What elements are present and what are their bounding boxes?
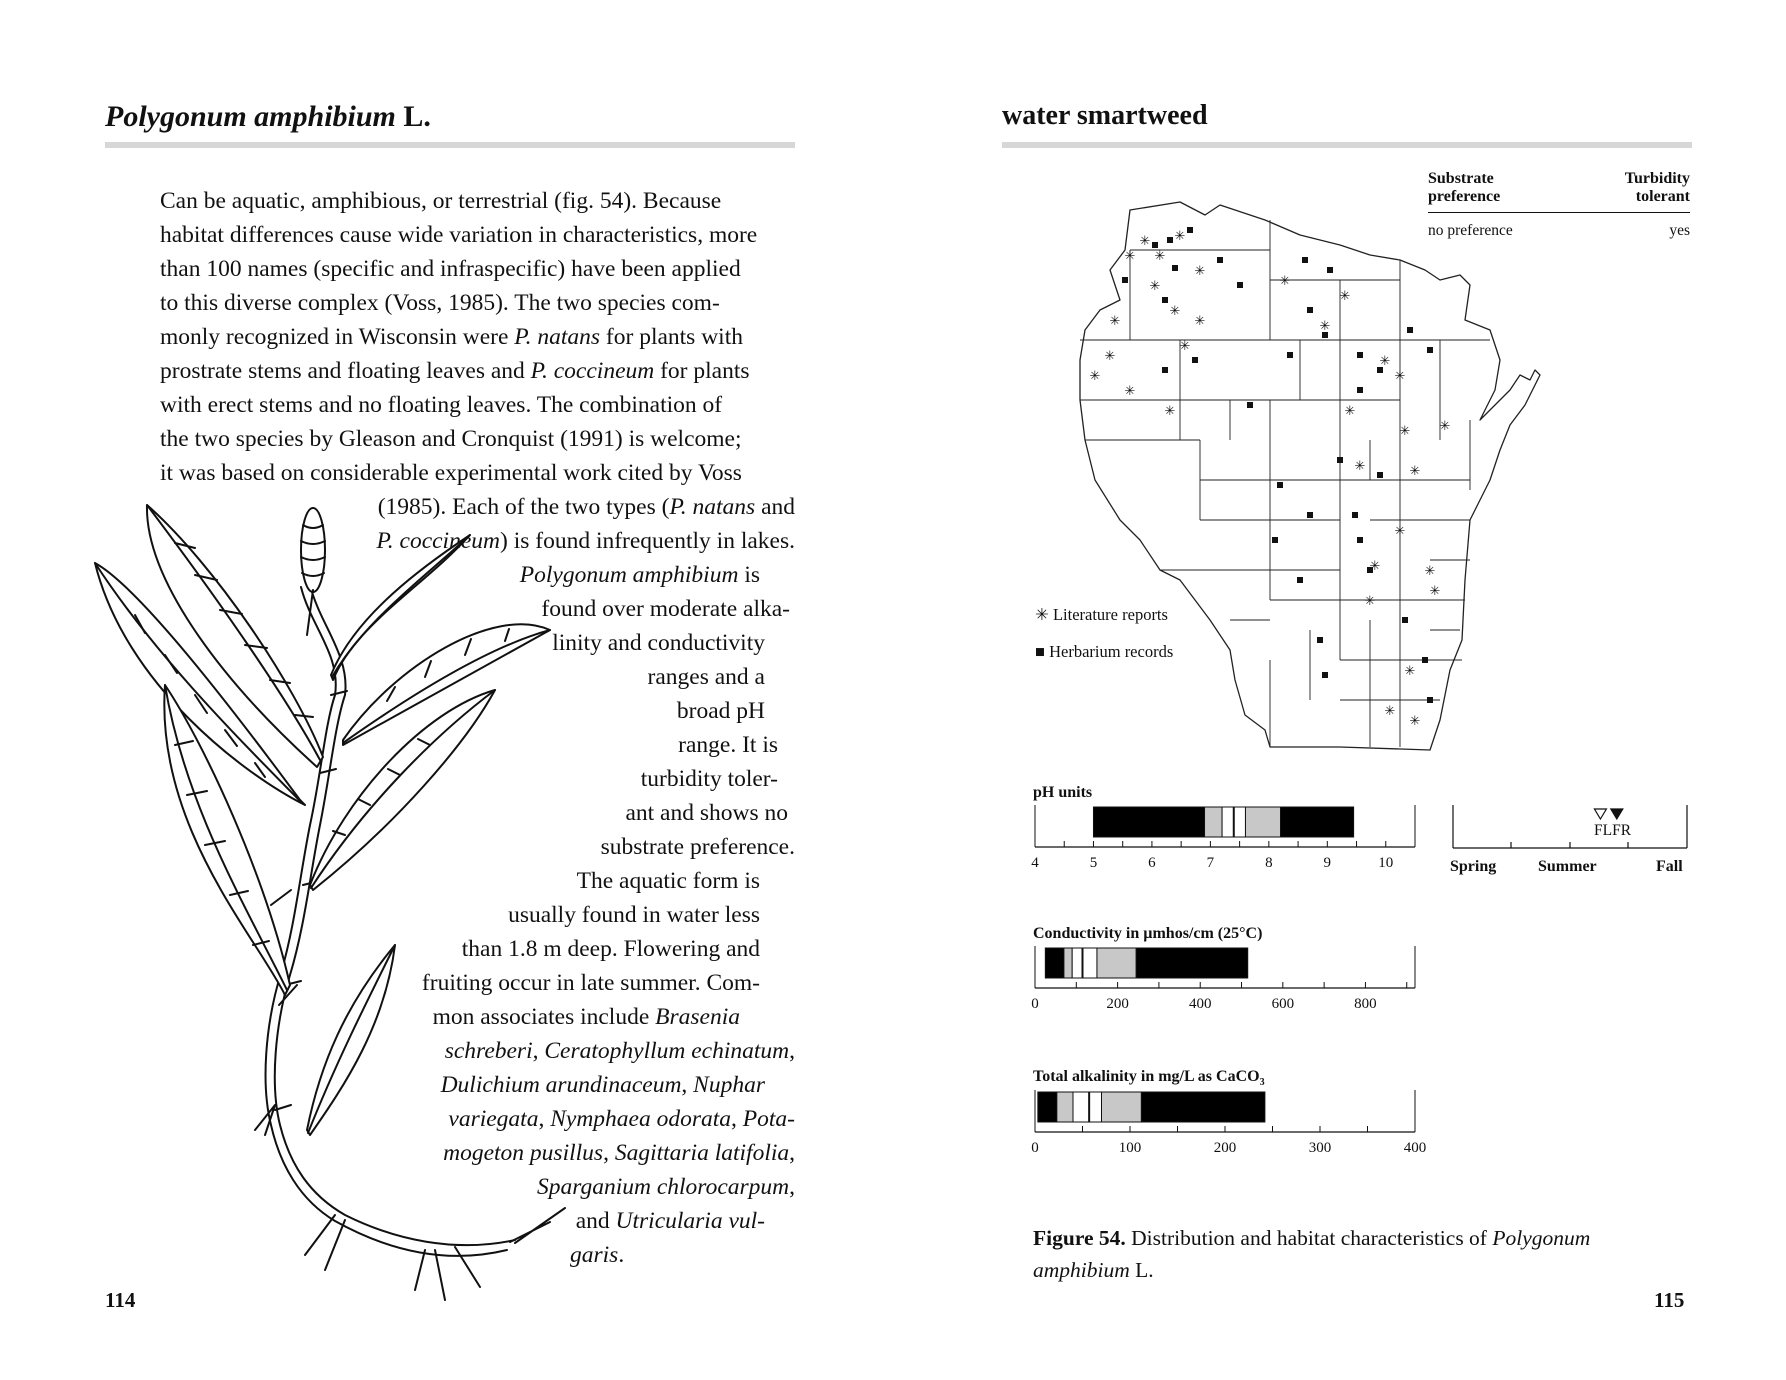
- literature-record-marker: ✳: [1319, 319, 1331, 334]
- description-line: garis.: [570, 1242, 625, 1268]
- tick-label: 7: [1206, 855, 1215, 871]
- herbarium-label: Herbarium records: [1049, 642, 1174, 661]
- herbarium-record-marker: [1277, 482, 1283, 488]
- herbarium-record-marker: [1357, 537, 1363, 543]
- literature-record-marker: ✳: [1124, 249, 1136, 264]
- description-line: (1985). Each of the two types (P. natans and: [377, 494, 795, 520]
- range-segment: [1073, 1092, 1102, 1122]
- herbarium-record-marker: [1427, 347, 1433, 353]
- herbarium-record-marker: [1162, 367, 1168, 373]
- substrate-value: no preference: [1428, 222, 1513, 239]
- tick-label: 0: [1031, 1140, 1039, 1156]
- literature-record-marker: ✳: [1149, 279, 1161, 294]
- species-author: L.: [395, 100, 431, 133]
- literature-record-marker: ✳: [1179, 339, 1191, 354]
- turbidity-header-line2: tolerant: [1635, 188, 1690, 205]
- description-line: fruiting occur in late summer. Com-: [421, 970, 760, 996]
- herbarium-record-marker: [1217, 257, 1223, 263]
- literature-record-marker: ✳: [1439, 419, 1451, 434]
- literature-record-marker: ✳: [1139, 234, 1151, 249]
- description-line: usually found in water less: [508, 902, 760, 928]
- tick-label: 600: [1271, 996, 1295, 1012]
- season-fall: Fall: [1656, 858, 1683, 875]
- description-line: range. It is: [678, 732, 778, 758]
- description-line: habitat differences cause wide variation in characteristics, more: [160, 222, 758, 248]
- literature-record-marker: ✳: [1174, 229, 1186, 244]
- description-line: The aquatic form is: [576, 868, 760, 894]
- herbarium-icon: ■: [1035, 642, 1045, 661]
- species-title: [105, 100, 431, 134]
- substrate-header-line1: Substrate: [1428, 170, 1494, 187]
- literature-record-marker: ✳: [1424, 564, 1436, 579]
- herbarium-record-marker: [1357, 352, 1363, 358]
- tick-label: 4: [1031, 855, 1039, 871]
- tick-label: 200: [1106, 996, 1129, 1012]
- description-line: than 100 names (specific and infraspecific) have been applied: [160, 256, 741, 282]
- caption-end: L.: [1129, 1258, 1154, 1282]
- description-line: it was based on considerable experimental work cited by Voss: [160, 460, 742, 486]
- literature-record-marker: ✳: [1344, 404, 1356, 419]
- legend-herbarium: [1035, 642, 1173, 662]
- tick-label: 400: [1403, 1140, 1427, 1156]
- range-segment: [1072, 948, 1097, 978]
- tick-label: 400: [1188, 996, 1212, 1012]
- legend-literature: [1035, 605, 1168, 625]
- title-rule-left: [105, 142, 795, 148]
- herbarium-record-marker: [1122, 277, 1128, 283]
- range-segment: [1057, 1092, 1073, 1122]
- description-line: P. coccineum) is found infrequently in lakes.: [376, 528, 795, 554]
- substrate-header-line2: preference: [1428, 188, 1501, 205]
- description-line: ant and shows no: [625, 800, 788, 826]
- wisconsin-distribution-map: [1070, 160, 1650, 760]
- literature-record-marker: ✳: [1429, 584, 1441, 599]
- description-line: turbidity toler-: [640, 766, 778, 792]
- description-line: broad pH: [676, 698, 765, 724]
- herbarium-record-marker: [1307, 307, 1313, 313]
- literature-label: Literature reports: [1052, 605, 1168, 624]
- herbarium-record-marker: [1247, 402, 1253, 408]
- caption-label: Figure 54.: [1033, 1226, 1126, 1250]
- literature-record-marker: ✳: [1194, 264, 1206, 279]
- page-number-right: 115: [1654, 1288, 1685, 1312]
- description-line: than 1.8 m deep. Flowering and: [461, 936, 760, 962]
- ph-chart-title: pH units: [1033, 784, 1093, 801]
- title-rule-right: [1002, 142, 1692, 148]
- description-line: mon associates include Brasenia: [432, 1004, 740, 1030]
- ph-range-chart: [1030, 805, 1420, 875]
- range-segment: [1222, 807, 1234, 837]
- literature-record-marker: ✳: [1364, 594, 1376, 609]
- tick-label: 9: [1323, 855, 1332, 871]
- alkalinity-chart-title: [1033, 1068, 1265, 1088]
- literature-record-marker: ✳: [1394, 369, 1406, 384]
- description-line: Can be aquatic, amphibious, or terrestrial (fig. 54). Because: [160, 188, 722, 214]
- description-line: found over moderate alka-: [541, 596, 790, 622]
- flowering-marker: [1594, 809, 1606, 819]
- description-line: with erect stems and no floating leaves. The combination of: [160, 392, 723, 418]
- range-segment: [1141, 1092, 1265, 1122]
- literature-record-marker: ✳: [1409, 464, 1421, 479]
- literature-record-marker: ✳: [1399, 424, 1411, 439]
- description-line: the two species by Gleason and Cronquist (1991) is welcome;: [160, 426, 742, 452]
- range-segment: [1038, 1092, 1057, 1122]
- range-segment: [1097, 948, 1136, 978]
- literature-record-marker: ✳: [1379, 354, 1391, 369]
- tick-label: 10: [1378, 855, 1394, 871]
- herbarium-record-marker: [1302, 257, 1308, 263]
- range-segment: [1064, 948, 1072, 978]
- description-line: schreberi, Ceratophyllum echinatum,: [444, 1038, 795, 1064]
- description-line: Sparganium chlorocarpum,: [536, 1174, 795, 1200]
- phenology-markers: [1594, 809, 1622, 819]
- description-line: to this diverse complex (Voss, 1985). The two species com-: [160, 290, 720, 316]
- literature-record-marker: ✳: [1169, 304, 1181, 319]
- plant-illustration: [95, 505, 575, 1310]
- literature-record-marker: ✳: [1394, 524, 1406, 539]
- caption-text: Distribution and habitat characteristics of: [1125, 1226, 1493, 1250]
- herbarium-record-marker: [1192, 357, 1198, 363]
- tick-label: 6: [1148, 855, 1156, 871]
- phenology-marker-label: FLFR: [1594, 822, 1632, 839]
- literature-record-marker: ✳: [1404, 664, 1416, 679]
- tick-label: 300: [1308, 1140, 1332, 1156]
- range-segment: [1136, 948, 1248, 978]
- phenology-chart: [1450, 805, 1695, 850]
- literature-record-marker: ✳: [1194, 314, 1206, 329]
- alkalinity-range-chart: [1030, 1090, 1427, 1160]
- literature-record-marker: ✳: [1369, 559, 1381, 574]
- herbarium-record-marker: [1337, 457, 1343, 463]
- literature-record-marker: ✳: [1109, 314, 1121, 329]
- herbarium-record-marker: [1167, 237, 1173, 243]
- tick-label: 5: [1089, 855, 1098, 871]
- literature-record-marker: ✳: [1124, 384, 1136, 399]
- county-lines: [1080, 220, 1490, 747]
- fruiting-marker: [1611, 809, 1623, 819]
- description-line: substrate preference.: [600, 834, 795, 860]
- common-name-title: water smartweed: [1002, 100, 1208, 131]
- range-segment: [1045, 948, 1064, 978]
- description-line: Polygonum amphibium is: [519, 562, 760, 588]
- turbidity-header-line1: Turbidity: [1624, 170, 1690, 187]
- herbarium-record-marker: [1422, 657, 1428, 663]
- range-segment: [1245, 807, 1280, 837]
- description-line: variegata, Nymphaea odorata, Pota-: [448, 1106, 795, 1132]
- description-line: ranges and a: [647, 664, 765, 690]
- herbarium-record-marker: [1297, 577, 1303, 583]
- season-summer: Summer: [1538, 858, 1597, 875]
- herbarium-record-marker: [1307, 512, 1313, 518]
- literature-record-marker: ✳: [1089, 369, 1101, 384]
- herbarium-record-marker: [1357, 387, 1363, 393]
- herbarium-record-marker: [1162, 297, 1168, 303]
- figure-caption: [1033, 1222, 1673, 1286]
- herbarium-record-marker: [1407, 327, 1413, 333]
- literature-record-marker: ✳: [1384, 704, 1396, 719]
- herbarium-record-marker: [1402, 617, 1408, 623]
- description-line: monly recognized in Wisconsin were P. natans for plants with: [160, 324, 743, 350]
- herbarium-record-marker: [1152, 242, 1158, 248]
- range-segment: [1281, 807, 1354, 837]
- conductivity-range-chart: [1030, 946, 1420, 1016]
- literature-record-marker: ✳: [1339, 289, 1351, 304]
- literature-record-marker: ✳: [1154, 249, 1166, 264]
- range-segment: [1093, 807, 1204, 837]
- description-line: and Utricularia vul-: [575, 1208, 765, 1234]
- herbarium-record-marker: [1322, 672, 1328, 678]
- species-name: Polygonum amphibium: [105, 100, 396, 133]
- literature-record-marker: ✳: [1164, 404, 1176, 419]
- tick-label: 0: [1031, 996, 1039, 1012]
- alkalinity-chart-title-text: Total alkalinity in mg/L as CaCO: [1033, 1068, 1260, 1085]
- description-line: prostrate stems and floating leaves and P. coccineum for plants: [160, 358, 750, 384]
- herbarium-record-marker: [1172, 265, 1178, 271]
- herbarium-record-marker: [1317, 637, 1323, 643]
- tick-label: 8: [1265, 855, 1273, 871]
- herbarium-record-marker: [1377, 472, 1383, 478]
- description-line: mogeton pusillus, Sagittaria latifolia,: [443, 1140, 795, 1166]
- herbarium-record-marker: [1187, 227, 1193, 233]
- range-segment: [1205, 807, 1223, 837]
- season-spring: Spring: [1450, 858, 1497, 875]
- herbarium-record-marker: [1352, 512, 1358, 518]
- herbarium-record-marker: [1237, 282, 1243, 288]
- range-segment: [1102, 1092, 1142, 1122]
- description-line: Dulichium arundinaceum, Nuphar: [440, 1072, 765, 1098]
- conductivity-chart-title: Conductivity in µmhos/cm (25°C): [1033, 925, 1263, 942]
- turbidity-value: yes: [1669, 222, 1690, 239]
- tick-label: 800: [1354, 996, 1377, 1012]
- literature-record-marker: ✳: [1279, 274, 1291, 289]
- literature-icon: ✳: [1035, 605, 1049, 624]
- literature-record-marker: ✳: [1409, 714, 1421, 729]
- tick-label: 100: [1118, 1140, 1142, 1156]
- herbarium-record-marker: [1272, 537, 1278, 543]
- herbarium-record-marker: [1327, 267, 1333, 273]
- page-number-left: 114: [105, 1288, 136, 1312]
- description-line: linity and conductivity: [552, 630, 765, 656]
- herbarium-record-marker: [1427, 697, 1433, 703]
- tick-label: 200: [1213, 1140, 1237, 1156]
- herbarium-record-marker: [1287, 352, 1293, 358]
- caption-species: Polygonum amphibium: [1033, 1226, 1591, 1282]
- alkalinity-chart-title-sub: 3: [1259, 1077, 1265, 1089]
- literature-record-marker: ✳: [1354, 459, 1366, 474]
- range-segment: [1234, 807, 1246, 837]
- literature-record-marker: ✳: [1104, 349, 1116, 364]
